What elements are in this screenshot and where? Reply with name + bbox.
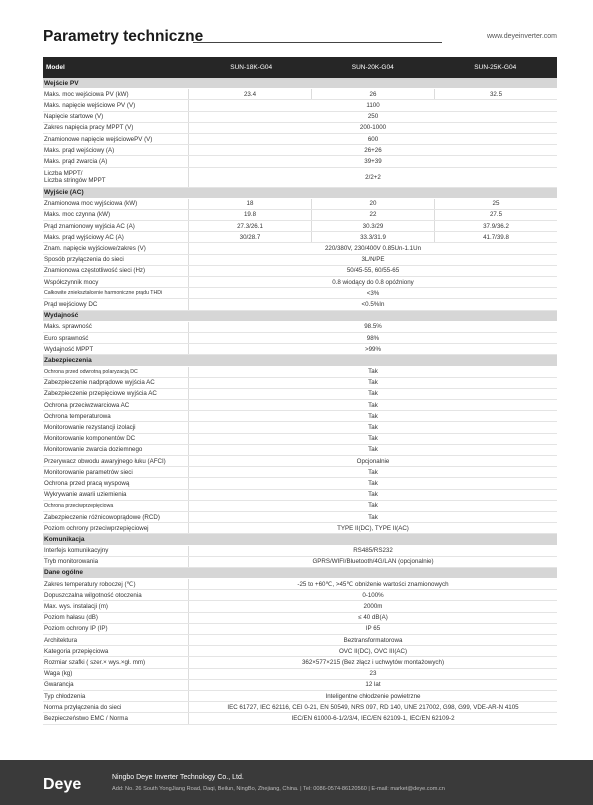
row-value: 22 xyxy=(312,210,435,220)
table-row xyxy=(43,467,557,478)
table-row xyxy=(43,89,557,100)
row-value: Tak xyxy=(368,479,378,487)
row-values xyxy=(189,691,557,701)
section-header: Dane ogólne xyxy=(43,568,557,579)
table-row xyxy=(43,646,557,657)
table-row xyxy=(43,145,557,156)
row-values xyxy=(189,243,557,253)
table-row xyxy=(43,590,557,601)
row-value: -25 to +60℃, >45℃ obniżenie wartości znamionowych xyxy=(297,580,449,588)
row-values xyxy=(189,400,557,410)
row-values xyxy=(189,601,557,611)
model-col-3: SUN-25K-G04 xyxy=(474,64,517,71)
row-value: 2000m xyxy=(363,603,383,611)
row-values xyxy=(189,422,557,432)
table-row xyxy=(43,657,557,668)
section-header: Wejście PV xyxy=(43,78,557,89)
row-label: Zabezpieczenie nadprądowe wyjścia AC xyxy=(43,378,189,388)
row-value: Tak xyxy=(368,424,378,432)
table-row xyxy=(43,669,557,680)
row-values xyxy=(189,456,557,466)
row-value: Tak xyxy=(368,379,378,387)
row-value: GPRS/WIFI/Bluetooth/4G/LAN (opcjonalnie) xyxy=(312,558,434,566)
table-row xyxy=(43,635,557,646)
row-value: 600 xyxy=(367,135,379,143)
row-value: 23.4 xyxy=(189,89,312,99)
row-values xyxy=(189,501,557,511)
row-label: Prąd wejściowy DC xyxy=(43,299,189,309)
table-row xyxy=(43,713,557,724)
row-value: 26 xyxy=(312,89,435,99)
row-label: Monitorowanie rezystancji izolacji xyxy=(43,422,189,432)
header-rule xyxy=(193,42,442,43)
row-label: Ochrona temperaturowa xyxy=(43,411,189,421)
row-value: 30/28.7 xyxy=(189,232,312,242)
row-value: ≤ 40 dB(A) xyxy=(358,614,388,622)
row-label: Znamionowa częstotliwość sieci (Hz) xyxy=(43,266,189,276)
row-value: Tak xyxy=(368,502,378,510)
row-value: 32.5 xyxy=(489,90,503,98)
table-row xyxy=(43,523,557,534)
row-value: 37.9/36.2 xyxy=(483,222,509,230)
row-label: Znamionowe napięcie wejściowePV (V) xyxy=(43,134,189,144)
row-label: Architektura xyxy=(43,635,189,645)
row-label: Monitorowanie parametrów sieci xyxy=(43,467,189,477)
row-label: Rozmiar szafki ( szer.× wys.×gł. mm) xyxy=(43,657,189,667)
row-values xyxy=(189,266,557,276)
company-name: Ningbo Deye Inverter Technology Co., Ltd. xyxy=(112,774,244,781)
table-row xyxy=(43,299,557,310)
row-label: Waga (kg) xyxy=(43,669,189,679)
table-row xyxy=(43,232,557,243)
row-values xyxy=(189,210,557,220)
row-value: OVC II(DC), OVC III(AC) xyxy=(338,647,408,655)
row-value: 41.7/39.8 xyxy=(483,233,509,241)
row-value: IP 65 xyxy=(365,625,381,633)
table-row xyxy=(43,411,557,422)
row-values xyxy=(189,523,557,533)
row-value: Tak xyxy=(368,435,378,443)
row-value: 30.3/29 xyxy=(312,221,435,231)
row-value: <3% xyxy=(366,289,380,297)
row-values xyxy=(189,221,557,231)
table-row xyxy=(43,112,557,123)
row-value: 98.5% xyxy=(364,323,382,331)
row-label: Maks. prąd zwarcia (A) xyxy=(43,156,189,166)
row-value: IEC/EN 61000-6-1/2/3/4, IEC/EN 62109-1, IEC/EN 62109-2 xyxy=(291,714,455,722)
table-row xyxy=(43,378,557,389)
row-label: Interfejs komunikacyjny xyxy=(43,546,189,556)
row-label: Maks. moc wejściowa PV (kW) xyxy=(43,89,189,99)
row-values xyxy=(189,389,557,399)
row-value: 362×577×215 (Bez złącz i uchwytów montażowych) xyxy=(301,658,445,666)
table-row xyxy=(43,221,557,232)
row-value: 98% xyxy=(366,334,380,342)
row-value: Tak xyxy=(368,368,378,376)
table-row xyxy=(43,624,557,635)
row-values xyxy=(189,635,557,645)
row-value: 33.3/31.9 xyxy=(312,232,435,242)
table-row xyxy=(43,322,557,333)
row-values xyxy=(189,156,557,166)
table-row xyxy=(43,134,557,145)
row-values xyxy=(189,277,557,287)
table-row xyxy=(43,210,557,221)
model-col-2: SUN-20K-G04 xyxy=(351,64,394,71)
row-values xyxy=(189,490,557,500)
row-value: 26+26 xyxy=(364,146,382,154)
row-label: Max. wys. instalacji (m) xyxy=(43,601,189,611)
row-label: Ochrona przeciwprzepięciowa xyxy=(43,501,189,511)
row-values xyxy=(189,669,557,679)
row-label: Ochrona przeciwzwarciowa AC xyxy=(43,400,189,410)
table-row xyxy=(43,168,557,188)
row-label: Tryb monitorowania xyxy=(43,557,189,567)
row-label: Norma przyłączenia do sieci xyxy=(43,702,189,712)
table-row xyxy=(43,613,557,624)
row-label: Maks. prąd wejściowy (A) xyxy=(43,145,189,155)
table-row xyxy=(43,266,557,277)
row-values xyxy=(189,89,557,99)
row-label: Ochrona przed pracą wyspową xyxy=(43,478,189,488)
website-link[interactable]: www.deyeinverter.com xyxy=(486,33,557,40)
row-value: Tak xyxy=(368,468,378,476)
row-values xyxy=(189,546,557,556)
row-value: 12 lat xyxy=(365,681,381,689)
row-label: Poziom ochrony IP (IP) xyxy=(43,624,189,634)
row-label: Napięcie startowe (V) xyxy=(43,112,189,122)
row-values xyxy=(189,613,557,623)
row-values xyxy=(189,134,557,144)
row-values xyxy=(189,467,557,477)
row-value: 0-100% xyxy=(362,591,384,599)
row-label: Euro sprawność xyxy=(43,333,189,343)
row-values xyxy=(189,702,557,712)
row-value: 0.8 wiodący do 0.8 opóźniony xyxy=(332,278,414,286)
row-label: Maks. moc czynna (kW) xyxy=(43,210,189,220)
table-header-row xyxy=(43,57,557,78)
table-row xyxy=(43,680,557,691)
table-row xyxy=(43,490,557,501)
table-row xyxy=(43,277,557,288)
row-label: Bezpieczeństwo EMC / Norma xyxy=(43,713,189,723)
row-values xyxy=(189,478,557,488)
row-values xyxy=(189,344,557,354)
row-values xyxy=(189,680,557,690)
row-label: Gwarancja xyxy=(43,680,189,690)
row-value: 27.3/26.1 xyxy=(189,221,312,231)
model-label: Model xyxy=(46,64,65,71)
row-value: Beztransformatorowa xyxy=(343,636,403,644)
row-label: Zakres napięcia pracy MPPT (V) xyxy=(43,123,189,133)
deye-logo: Deye xyxy=(43,776,82,793)
row-values xyxy=(189,288,557,298)
row-value: 3L/N/PE xyxy=(361,256,385,264)
row-label: Prąd znamionowy wyjścia AC (A) xyxy=(43,221,189,231)
row-label: Typ chłodzenia xyxy=(43,691,189,701)
section-header: Wyjście (AC) xyxy=(43,188,557,199)
row-label: Zabezpieczenie przepięciowe wyjścia AC xyxy=(43,389,189,399)
row-values xyxy=(189,255,557,265)
table-row xyxy=(43,422,557,433)
row-values xyxy=(189,378,557,388)
row-value: 1100 xyxy=(366,101,380,109)
row-value: Tak xyxy=(368,446,378,454)
row-value: 200-1000 xyxy=(359,124,387,132)
table-row xyxy=(43,400,557,411)
row-value: 250 xyxy=(367,113,379,121)
row-label: Dopuszczalna wilgotność otoczenia xyxy=(43,590,189,600)
row-values xyxy=(189,657,557,667)
row-value: Opcjonalnie xyxy=(356,457,390,465)
table-row xyxy=(43,389,557,400)
row-label: Maks. sprawność xyxy=(43,322,189,332)
row-values xyxy=(189,168,557,187)
row-value: Inteligentne chłodzenie powietrzne xyxy=(325,692,421,700)
row-label: Liczba MPPT/ Liczba stringów MPPT xyxy=(43,168,189,187)
row-label: Poziom ochrony przeciwprzepięciowej xyxy=(43,523,189,533)
row-values xyxy=(189,411,557,421)
row-values xyxy=(189,624,557,634)
row-label: Maks. napięcie wejściowe PV (V) xyxy=(43,100,189,110)
row-value: 27.5 xyxy=(489,211,503,219)
row-value: 18 xyxy=(189,199,312,209)
row-value: Tak xyxy=(368,390,378,398)
table-row xyxy=(43,367,557,378)
table-row xyxy=(43,702,557,713)
footer xyxy=(0,760,593,805)
row-value: 23 xyxy=(369,670,377,678)
row-values xyxy=(189,199,557,209)
row-label: Ochrona przed odwrotną polaryzacją DC xyxy=(43,367,189,377)
table-row xyxy=(43,557,557,568)
row-label: Wykrywanie awarii uziemienia xyxy=(43,490,189,500)
row-value: Tak xyxy=(368,412,378,420)
page-header xyxy=(43,28,557,50)
row-value: Tak xyxy=(368,401,378,409)
row-values xyxy=(189,322,557,332)
row-value: >99% xyxy=(365,345,381,353)
table-row xyxy=(43,288,557,299)
company-address: Add: No. 26 South YongJiang Road, Daqi, Beilun, NingBo, Zhejiang, China. | Tel: 0086-0574-86120560 | E-mail: market@deye.com.cn xyxy=(112,786,445,792)
table-row xyxy=(43,546,557,557)
table-row xyxy=(43,691,557,702)
row-label: Znam. napięcie wyjściowe/zakres (V) xyxy=(43,243,189,253)
row-value: 50/45-55, 60/55-65 xyxy=(346,267,400,275)
row-label: Monitorowanie zwarcia doziemnego xyxy=(43,445,189,455)
row-value: 20 xyxy=(312,199,435,209)
row-label: Maks. prąd wyjściowy AC (A) xyxy=(43,232,189,242)
row-label: Całkowite zniekształcenie harmoniczne prądu THDi xyxy=(43,288,189,298)
table-row xyxy=(43,100,557,111)
row-values xyxy=(189,123,557,133)
row-values xyxy=(189,713,557,723)
table-row xyxy=(43,199,557,210)
row-label: Zakres temperatury roboczej (℃) xyxy=(43,579,189,589)
row-value: 220/380V, 230/400V 0.85Un-1.1Un xyxy=(324,245,422,253)
table-row xyxy=(43,601,557,612)
model-col-1: SUN-18K-G04 xyxy=(230,64,273,71)
table-row xyxy=(43,579,557,590)
row-values xyxy=(189,100,557,110)
row-label: Wydajność MPPT xyxy=(43,344,189,354)
row-values xyxy=(189,590,557,600)
table-row xyxy=(43,344,557,355)
row-values xyxy=(189,434,557,444)
row-value: TYPE II(DC), TYPE II(AC) xyxy=(337,524,409,532)
row-label: Przerywacz obwodu awaryjnego łuku (AFCI) xyxy=(43,456,189,466)
row-value: Tak xyxy=(368,513,378,521)
row-value: <0.5%In xyxy=(361,300,385,308)
row-values xyxy=(189,557,557,567)
row-value: 19.8 xyxy=(189,210,312,220)
row-label: Monitorowanie komponentów DC xyxy=(43,434,189,444)
row-value: IEC 61727, IEC 62116, CEI 0-21, EN 50549, NRS 097, RD 140, UNE 217002, G98, G99, VDE-AR-N 4105 xyxy=(227,703,519,711)
table-row xyxy=(43,156,557,167)
row-value: Tak xyxy=(368,491,378,499)
table-row xyxy=(43,333,557,344)
row-values xyxy=(189,333,557,343)
table-body xyxy=(43,78,557,725)
page-title: Parametry techniczne xyxy=(43,28,204,45)
row-value: 25 xyxy=(492,200,500,208)
table-row xyxy=(43,123,557,134)
row-label: Poziom hałasu (dB) xyxy=(43,613,189,623)
section-header: Wydajność xyxy=(43,311,557,322)
row-values xyxy=(189,512,557,522)
row-label: Kategoria przepięciowa xyxy=(43,646,189,656)
row-label: Sposób przyłączenia do sieci xyxy=(43,255,189,265)
row-values xyxy=(189,579,557,589)
table-row xyxy=(43,478,557,489)
table-row xyxy=(43,243,557,254)
row-values xyxy=(189,646,557,656)
row-label: Współczynnik mocy xyxy=(43,277,189,287)
row-value: RS485/RS232 xyxy=(353,547,393,555)
row-values xyxy=(189,367,557,377)
row-value: 39+39 xyxy=(364,157,382,165)
table-row xyxy=(43,445,557,456)
row-values xyxy=(189,445,557,455)
row-value: 2/2+2 xyxy=(365,173,381,181)
row-values xyxy=(189,112,557,122)
row-values xyxy=(189,232,557,242)
spec-table xyxy=(43,57,557,725)
row-label: Zabezpieczenie różnicowoprądowe (RCD) xyxy=(43,512,189,522)
table-row xyxy=(43,512,557,523)
row-values xyxy=(189,299,557,309)
table-row xyxy=(43,434,557,445)
row-label: Znamionowa moc wyjściowa (kW) xyxy=(43,199,189,209)
table-row xyxy=(43,255,557,266)
row-values xyxy=(189,145,557,155)
section-header: Zabezpieczenia xyxy=(43,355,557,366)
table-row xyxy=(43,501,557,512)
table-row xyxy=(43,456,557,467)
section-header: Komunikacja xyxy=(43,534,557,545)
